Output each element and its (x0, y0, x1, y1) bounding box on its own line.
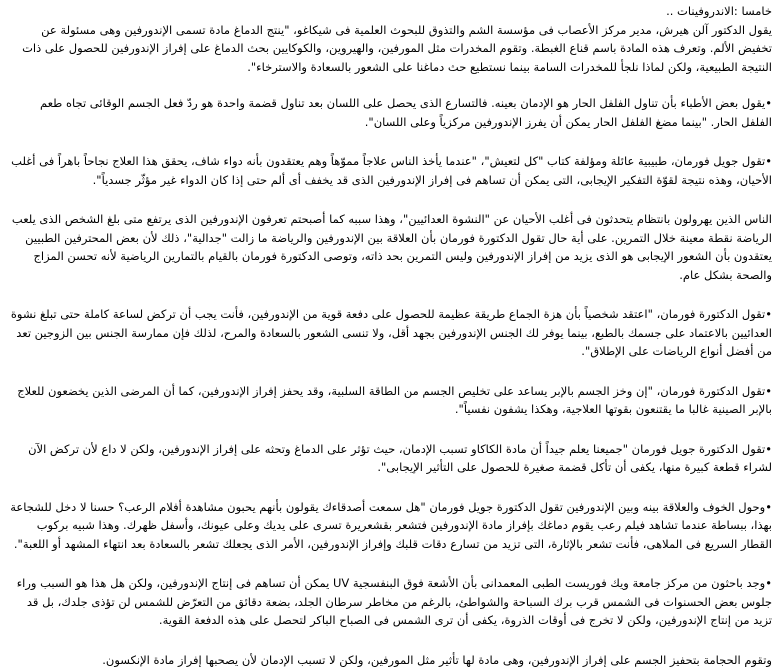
paragraph-uv-sunlight: •وجد باحثون من مركز جامعة ويك فوريست الطبى المعمدانى بأن الأشعة فوق البنفسجية UV يمكن أن تساهم فى إنتاج الإندورفين، ولكن هل هذا هو السبب وراء جلوس بعض الحسنوات فى الشمس قرب برك السباحة والشواطئ، بالرغم من مخاطر سرطان الجلد، بضعة دقائق من التعرّض للشمس لن تؤذى جلدك، بل قد تزيد من إنتاج الإندورفين، ولكن لا تخرج فى أوقات الذروة، يكفى أن ترى الشمس فى الصباح الباكر لتحصل على هذه الدفعة القوية. (10, 574, 772, 630)
paragraph-placebo: •تقول جويل فورمان، طبيبية عائلة ومؤلفة كتاب "كل لتعيش"، "عندما يأخذ الناس علاجاً مموّهاً وهم يعتقدون بأنه دواء شاف، يحقق هذا العلاج نجاحاً باهراً فى أغلب الأحيان، وهذه نتيجة لقوّة التفكير الإيجابى، التى يمكن أن تساهم فى إفراز الإندورفين الذى قد يخفف أى ألم حتى إذا كان الدواء غير مؤثّر جسدياً". (10, 152, 772, 189)
paragraph-runners-high: الناس الذين يهرولون بانتظام يتحدثون فى أغلب الأحيان عن "النشوة العدائيين"، وهذا سببه كما أصبحتم تعرفون الإندورفين الذى يرتفع متى بلغ الشخص الذى يلعب الرياضة نقطة معينة خلال التمرين. على أية حال تقول الدكتورة فورمان بأن العلاقة بين الإندورفين والرياضة ما زالت "جدالية"، ذلك لأن بعض المحترفين الطبيين يعتقدون بأن الشعور الإيجابى هو الذى يزيد من إفراز الإندورفين وليس التمرين بحد ذاته، وتوصى الدكتورة فورمان بالقيام بالتمارين الرياضية لأنه تحسن المزاج والصحة بشكل عام. (10, 210, 772, 284)
paragraph-acupuncture: •تقول الدكتورة فورمان، "إن وخز الجسم بالإبر يساعد على تخليص الجسم من الطاقة السلبية، وقد يحفز إفراز الإندورفين، كما أن المرضى الذين يخضعون للعلاج بالإبر الصينية غالبا ما يقتنعون بقوتها العلاجية، وهكذا يشفون نفسياً". (10, 382, 772, 419)
paragraph-fear: •وحول الخوف والعلاقة بينه وبين الإندورفين تقول الدكتورة جويل فورمان "هل سمعت أصدقاءك يقولون بأنهم يحبون مشاهدة أفلام الرعب؟ حسنا لا دخل للشجاعة بهذا، ببساطة عندما تشاهد فيلم رعب يقوم دماغك بإفراز مادة الإندورفين فتشعر بقشعريرة تسرى على يديك وعلى عيونك، وأسفل ظهرك. وهذا شبيه بركوب القطار السريع فى الملاهى، فأنت تشعر بالإثارة، التى تزيد من تسارع دقات قلبك وإفراز الإندورفين، الأمر الذى يجعلك تشعر بالسعادة بعد انتهاء المشهد أو اللعبة". (10, 498, 772, 554)
paragraph-cocoa: •تقول الدكتورة جويل فورمان "جميعنا يعلم جيداً أن مادة الكاكاو تسبب الإدمان، حيث تؤثر على الدماغ وتحثه على إفراز الإندورفين، ولكن لا داع لأن تركض الآن لشراء قطعة كبيرة منها، يكفى أن تأكل قضمة صغيرة للحصول على التأثير الإيجابى". (10, 440, 772, 477)
paragraph-hot-pepper: •يقول بعض الأطباء بأن تناول الفلفل الحار هو الإدمان بعينه. فالتسارع الذى يحصل على اللسان بعد تناول قضمة واحدة هو ردّ فعل الجسم الوقائى تجاه طعم الفلفل الحار. "بينما مضغ الفلفل الحار يمكن أن يفرز الإندورفين مركزياً وعلى اللسان". (10, 94, 772, 131)
paragraph-intimacy: •تقول الدكتورة فورمان، "اعتقد شخصياً بأن هزة الجماع طريقة عظيمة للحصول على دفعة قوية من الإندورفين، فأنت يجب أن تركض لساعة كاملة حتى تبلغ نشوة العدائيين بالاعتماد على جسمك بالطبع، بينما يوفر لك الجنس الإندورفين بجهد أقل، ولا تنسى الشعور بالسعادة والمرح، لذلك فإن ممارسة الجنس بين الزوجين تعد من أفضل أنواع الرياضات على الإطلاق". (10, 305, 772, 361)
paragraph-cupping: وتقوم الحجامة بتحفيز الجسم على إفراز الإندورفين، وهى مادة لها تأثير مثل المورفين، ولكن لا تسبب الإدمان لأن يصحبها إفراز مادة الإنكسون. (10, 651, 772, 669)
paragraph-hirsch-quote: يقول الدكتور آلن هيرش، مدير مركز الأعصاب فى مؤسسة الشم والتذوق للبحوث العلمية فى شيكاغو، "ينتج الدماغ مادة تسمى الإندورفين وهى مسئولة عن تخفيض الألم. وتعرف هذه المادة باسم قناع الغبطة. وتقوم المخدرات مثل المورفين، والهيروين، والكوكايين بحث الدماغ على إفراز الإندورفين للحصول على ذات النتيجة الطبيعية، ولكن لماذا نلجأ للمخدرات السامة بينما نستطيع حث دماغنا على الشعور بالسعادة والاسترخاء". (10, 21, 772, 77)
section-heading: خامسا :الاندروفينات .. (10, 2, 772, 21)
